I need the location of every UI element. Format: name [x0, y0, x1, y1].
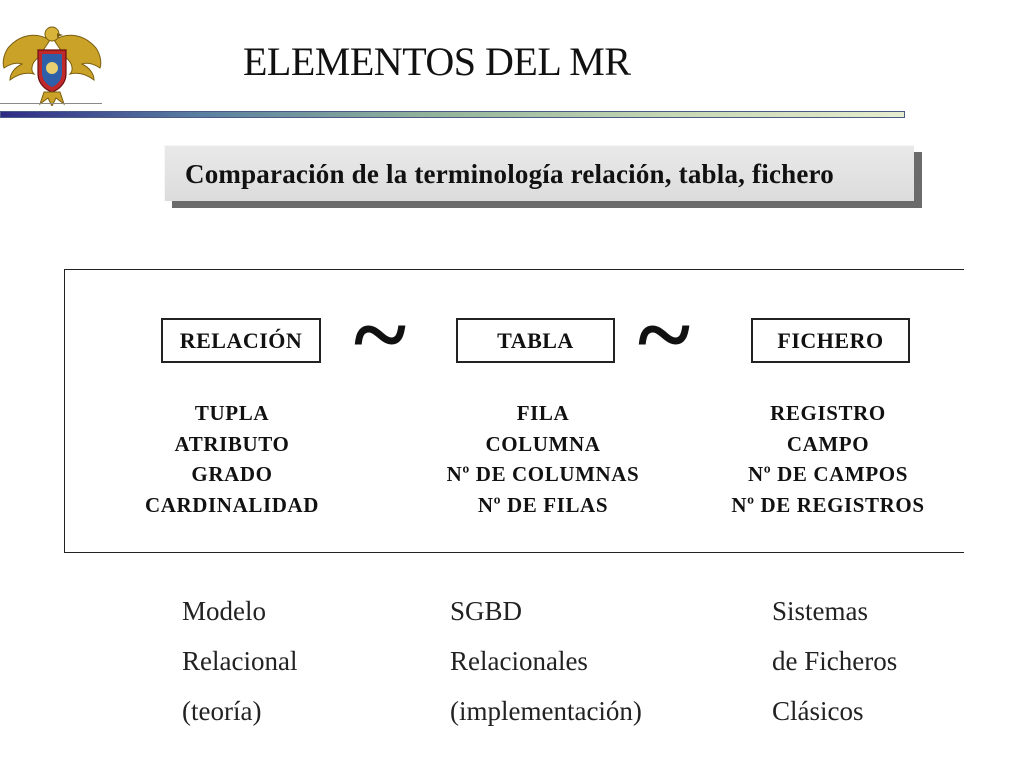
- logo-underline: [0, 103, 102, 104]
- heading-fichero: FICHERO: [751, 318, 910, 363]
- equivalence-symbol-1: ~: [354, 279, 407, 390]
- banner-text: Comparación de la terminología relación, tabla, fichero: [185, 159, 834, 189]
- footer-line: (teoría): [182, 696, 262, 726]
- heading-relacion: RELACIÓN: [161, 318, 321, 363]
- term-item: FILA: [516, 401, 570, 425]
- term-item: Nº DE FILAS: [477, 492, 609, 517]
- term-item: Nº DE COLUMNAS: [446, 462, 640, 486]
- term-item: COLUMNA: [485, 431, 601, 456]
- term-item: CAMPO: [786, 431, 870, 456]
- terms-fichero: [698, 398, 958, 520]
- term-item: TUPLA: [194, 401, 270, 425]
- term-item: GRADO: [191, 462, 273, 486]
- heading-tabla: TABLA: [456, 318, 615, 363]
- footer-line: Relacionales: [450, 646, 588, 676]
- footer-col-sgbd: [450, 586, 642, 736]
- footer-line: Relacional: [182, 646, 298, 676]
- footer-line: Modelo: [182, 596, 266, 626]
- equivalence-symbol-2: ~: [638, 279, 691, 390]
- term-item: REGISTRO: [770, 401, 886, 425]
- term-item: CARDINALIDAD: [144, 492, 320, 517]
- slide-title: ELEMENTOS DEL MR: [243, 39, 631, 84]
- term-item: Nº DE CAMPOS: [748, 462, 908, 486]
- term-item: Nº DE REGISTROS: [731, 492, 925, 517]
- eagle-crest-icon: [0, 18, 104, 106]
- footer-line: Clásicos: [772, 696, 864, 726]
- footer-col-modelo: [182, 586, 297, 736]
- footer-line: Sistemas: [772, 596, 869, 626]
- terms-relacion: [102, 398, 362, 520]
- footer-col-sistemas: [772, 586, 897, 736]
- term-item: ATRIBUTO: [174, 431, 290, 456]
- footer-line: SGBD: [450, 596, 523, 626]
- terms-tabla: [413, 398, 673, 520]
- title-rule: [0, 111, 905, 118]
- footer-line: de Ficheros: [772, 646, 898, 676]
- footer-line: (implementación): [450, 696, 642, 726]
